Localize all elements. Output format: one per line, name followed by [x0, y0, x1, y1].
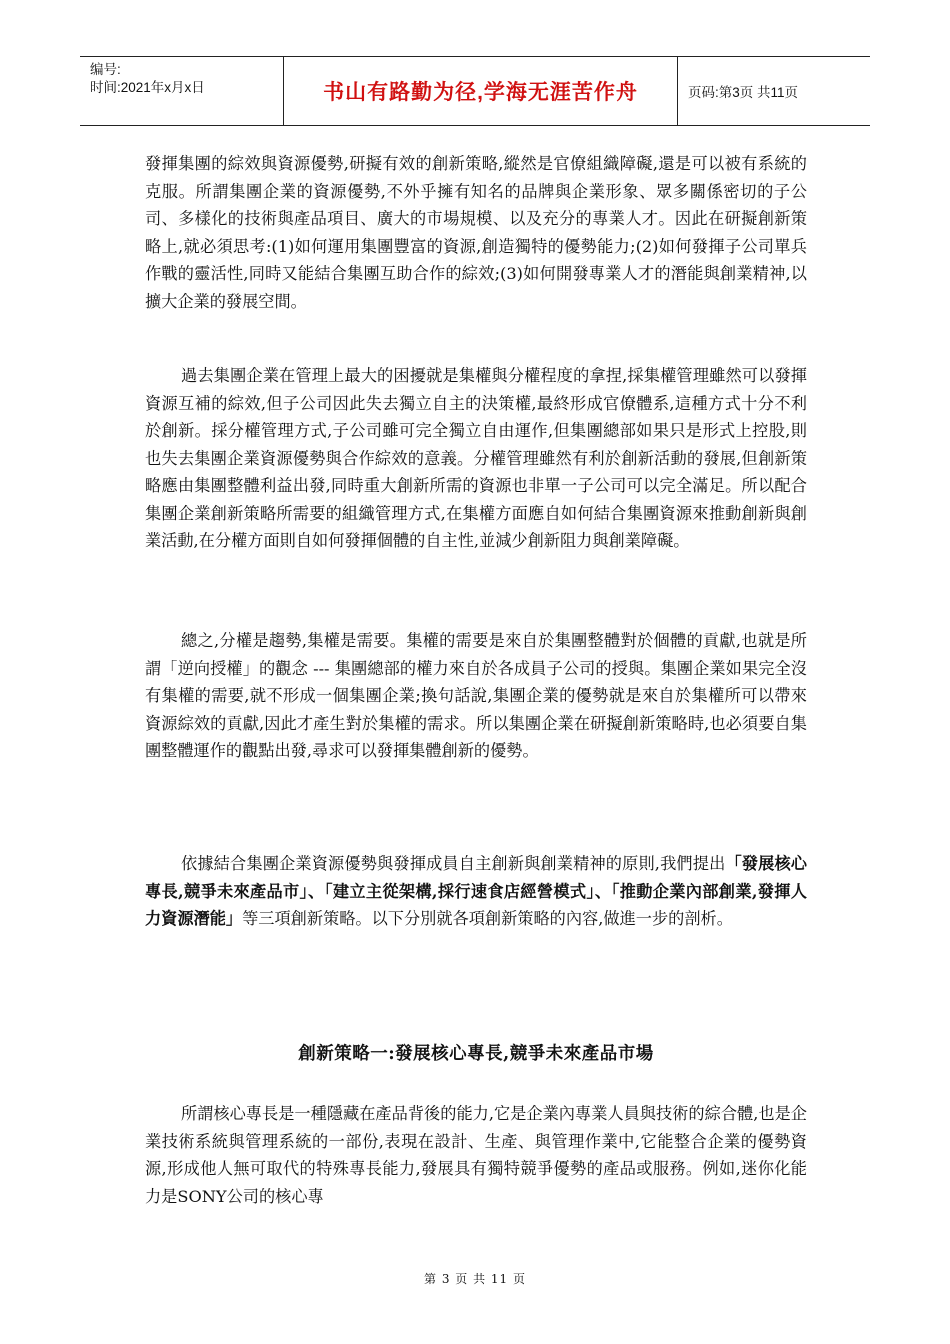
paragraph-4 — [145, 850, 807, 933]
paragraph-5-text: 所謂核心專長是一種隱藏在產品背後的能力,它是企業內專業人員與技術的綜合體,也是企業技術系統與管理系統的一部份,表現在設計、生產、與管理作業中,它能整合企業的優勢資源,形成他人無可取代的特殊專長能力,發展具有獨特競爭優勢的產品或服務。例如,迷你化能力是SONY公司的核心專 — [145, 1104, 807, 1206]
paragraph-2-text: 過去集團企業在管理上最大的困擾就是集權與分權程度的拿捏,採集權管理雖然可以發揮資源互補的綜效,但子公司因此失去獨立自主的決策權,最終形成官僚體系,這種方式十分不利於創新。採分權管理方式,子公司雖可完全獨立自由運作,但集團總部如果只是形式上控股,則也失去集團企業資源優勢與合作綜效的意義。分權管理雖然有利於創新活動的發展,但創新策略應由集團整體利益出發,同時重大創新所需的資源也非單一子公司可以完全滿足。所以配合集團企業創新策略所需要的組織管理方式,在集權方面應自如何結合集團資源來推動創新與創業活動,在分權方面則自如何發揮個體的自主性,並減少創新阻力與創業障礙。 — [145, 366, 807, 550]
paragraph-1 — [145, 150, 807, 315]
header-meta — [80, 57, 283, 125]
paragraph-2 — [145, 362, 807, 555]
header-motto: 书山有路勤为径,学海无涯苦作舟 — [283, 57, 678, 125]
page-label: 页码:第3页 共11页 — [688, 85, 799, 100]
page-header — [80, 56, 870, 126]
paragraph-3-text: 總之,分權是趨勢,集權是需要。集權的需要是來自於集團整體對於個體的貢獻,也就是所謂「逆向授權」的觀念 --- 集團總部的權力來自於各成員子公司的授與。集團企業如果完全沒有集權的需要,就不形成一個集團企業;換句話說,集團企業的優勢就是來自於集權所可以帶來資源綜效的貢獻,因此才產生對於集權的需求。所以集團企業在研擬創新策略時,也必須要自集團整體運作的觀點出發,尋求可以發揮集體創新的優勢。 — [145, 631, 807, 760]
paragraph-4-text — [145, 850, 807, 933]
section-title: 創新策略一:發展核心專長,競爭未來產品市場 — [298, 1044, 654, 1064]
paragraph-4-intro: 依據結合集團企業資源優勢與發揮成員自主創新與創業精神的原則,我們提出 — [181, 854, 726, 873]
paragraph-1-text: 發揮集團的綜效與資源優勢,研擬有效的創新策略,縱然是官僚組織障礙,還是可以被有系統的克服。所謂集團企業的資源優勢,不外乎擁有知名的品牌與企業形象、眾多關係密切的子公司、多樣化的技術與產品項目、廣大的市場規模、以及充分的專業人才。因此在研擬創新策略上,就必須思考:(1)如何運用集團豐富的資源,創造獨特的優勢能力;(2)如何發揮子公司單兵作戰的靈活性,同時又能結合集團互助合作的綜效;(3)如何開發專業人才的潛能與創業精神,以擴大企業的發展空間。 — [145, 154, 807, 311]
number-label: 编号: — [90, 62, 121, 77]
paragraph-5 — [145, 1100, 807, 1210]
paragraph-3 — [145, 627, 807, 765]
date-label: 时间:2021年x月x日 — [90, 80, 205, 95]
page-footer: 第 3 页 共 11 页 — [424, 1272, 526, 1286]
paragraph-4-strategies: 「發展核心專長,競爭未來產品市」、「建立主從架構,採行速食店經營模式」、「推動企業內部創業,發揮人力資源潛能」 — [145, 854, 807, 928]
header-page-number — [678, 57, 870, 125]
paragraph-4-outro: 等三項創新策略。以下分別就各項創新策略的內容,做進一步的剖析。 — [242, 909, 733, 928]
